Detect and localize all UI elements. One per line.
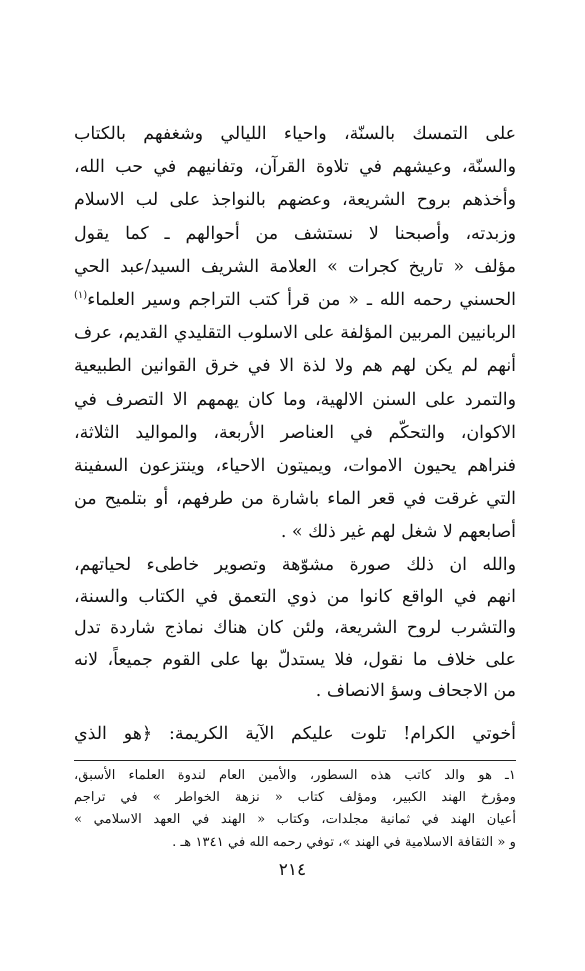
page-number: ٢١٤ bbox=[278, 860, 307, 880]
footnote bbox=[74, 765, 516, 854]
text-line: مؤلف « تاريخ كجرات » العلامة الشريف السيد/عبد الحي bbox=[74, 256, 516, 277]
text-line: من الاجحاف وسؤ الانصاف . bbox=[315, 681, 516, 701]
text-line: الربانيين المربين المؤلفة على الاسلوب التقليدي القديم، عرف bbox=[74, 323, 516, 344]
text-line: والتمرد على السنن الالهية، وما كان يهمهم الا التصرف في bbox=[74, 389, 516, 410]
text-line: أنهم لم يكن لهم هم ولا لذة الا في خرق القوانين الطبيعية bbox=[74, 356, 516, 377]
paragraph-2 bbox=[74, 550, 516, 708]
text-line: أصابعهم لا شغل لهم غير ذلك » . bbox=[280, 522, 516, 543]
text-line: التي غرقت في قعر الماء باشارة من طرفهم، أو بتلميح من bbox=[74, 489, 516, 510]
footnote-line: أعيان الهند في ثمانية مجلدات، وكتاب « الهند في العهد الاسلامي » bbox=[74, 812, 516, 828]
text-line: فنراهم يحيون الاموات، ويميتون الاحياء، وينتزعون السفينة bbox=[74, 456, 516, 477]
text-line: انهم في الواقع كانوا من ذوي التعمق في الكتاب والسنة، bbox=[74, 586, 516, 607]
text-line: وأخذهم بروح الشريعة، وعضهم بالنواجذ على لب الاسلام bbox=[74, 190, 516, 211]
text-line-with-footnote bbox=[74, 284, 516, 317]
text-line: الحسني رحمه الله ـ « من قرأ كتب التراجم وسير العلماء bbox=[87, 290, 516, 311]
text-line: والسنّة، وعيشهم في تلاوة القرآن، وتفانيهم في حب الله، bbox=[74, 157, 516, 178]
text-line: وزبدته، وأصبحنا لا نستشف من أحوالهم ـ كما يقول bbox=[74, 223, 516, 244]
text-line: على خلاف ما نقول، فلا يستدلّ بها على القوم جميعاً، لانه bbox=[74, 649, 516, 670]
footnote-line: و « الثقافة الاسلامية في الهند »، توفي رحمه الله في ١٣٤١ هـ . bbox=[172, 834, 516, 850]
footnote-line: ومؤرخ الهند الكبير، ومؤلف كتاب « نزهة الخواطر » في تراجم bbox=[74, 790, 516, 806]
paragraph-3: أخوتي الكرام! تلوت عليكم الآية الكريمة: ﴿هو الذي bbox=[74, 724, 516, 744]
text-line: على التمسك بالسنّة، واحياء الليالي وشغفهم بالكتاب bbox=[74, 124, 516, 144]
text-line: الاكوان، والتحكّم في العناصر الأربعة، والمواليد الثلاثة، bbox=[74, 422, 516, 443]
text-line: والتشرب لروح الشريعة، ولئن كان هناك نماذج شاردة تدل bbox=[74, 618, 516, 638]
paragraph-1 bbox=[74, 118, 516, 550]
footnote-line: ١ـ هو والد كاتب هذه السطور، والأمين العام لندوة العلماء الأسبق، bbox=[74, 768, 516, 783]
text-line: والله ان ذلك صورة مشوّهة وتصوير خاطىء لحياتهم، bbox=[74, 555, 516, 575]
footnote-marker: (١) bbox=[74, 290, 88, 302]
footnote-separator bbox=[74, 760, 516, 761]
